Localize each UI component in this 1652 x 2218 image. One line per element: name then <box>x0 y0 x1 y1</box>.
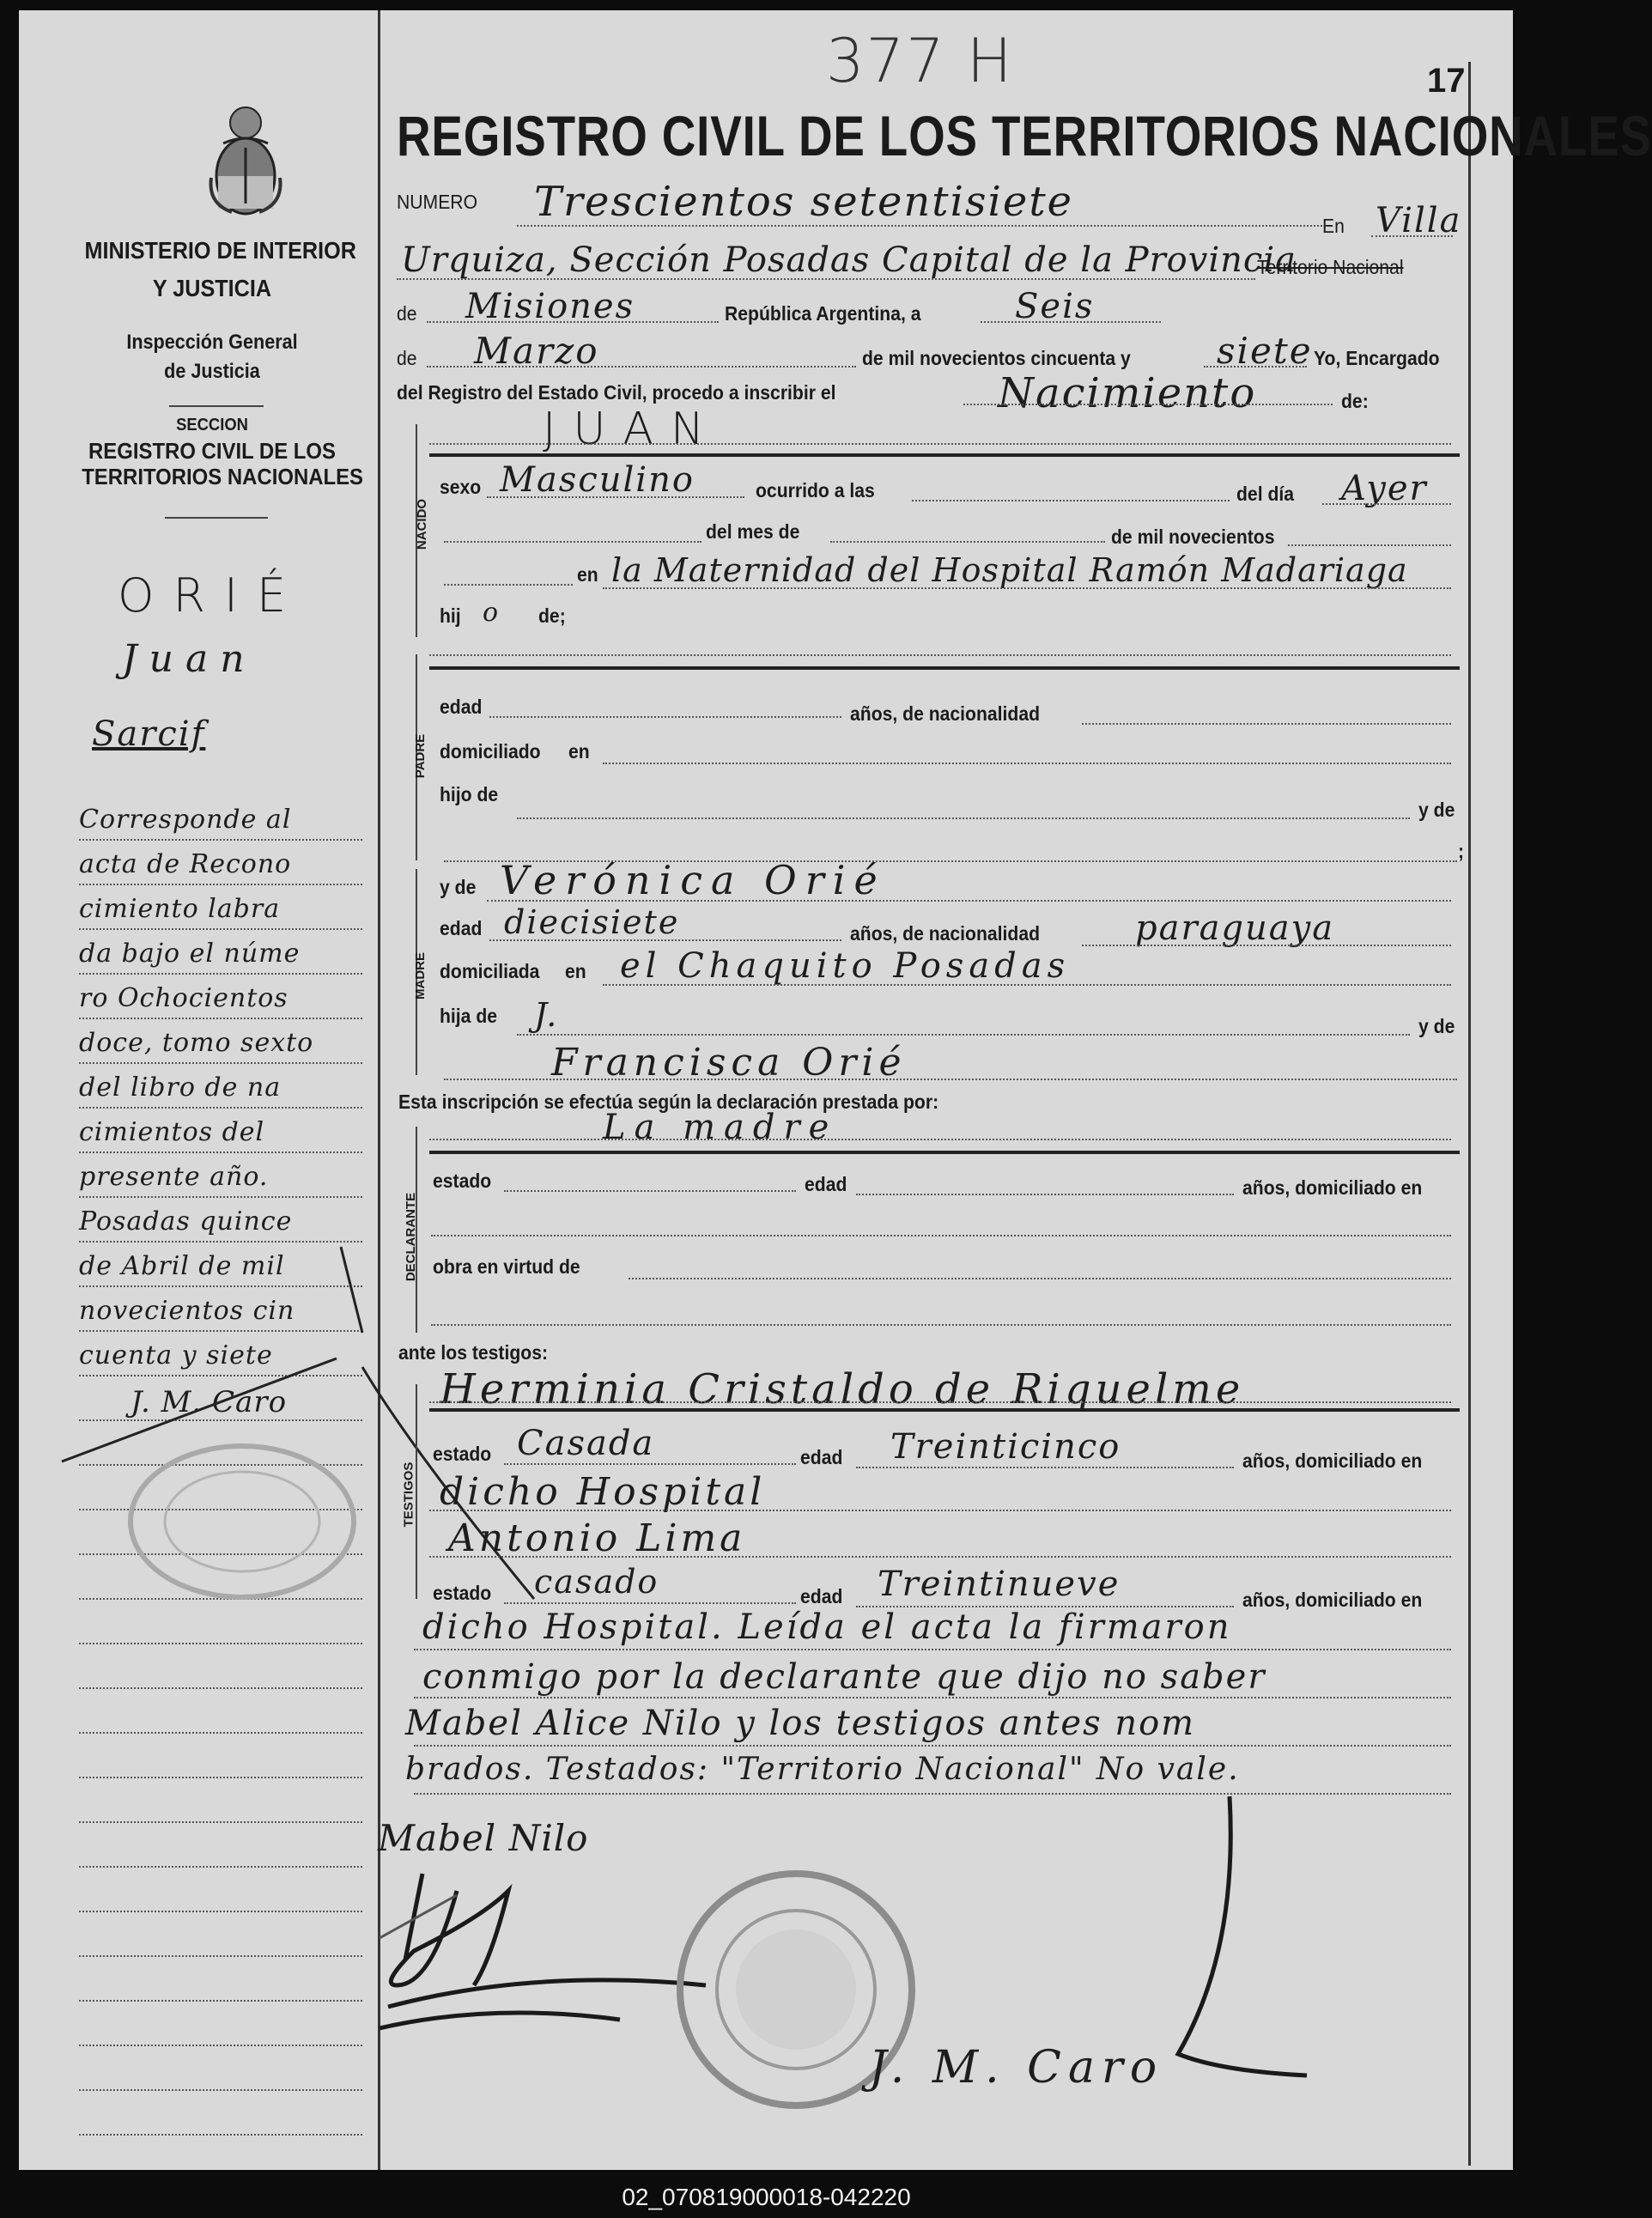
del-dia-label: del día <box>1236 483 1295 505</box>
nacido-de-label: de; <box>538 605 566 627</box>
stamp-number: 377 H <box>826 26 1014 96</box>
sidebar-rule-line <box>79 2134 362 2136</box>
del-mes-label: del mes de <box>706 520 800 543</box>
padre-anos-label: años, de nacionalidad <box>850 702 1041 725</box>
right-border <box>1468 62 1471 2166</box>
closing-line: Mabel Alice Nilo y los testigos antes nom <box>405 1704 1196 1743</box>
image-caption: 02_070819000018-042220 <box>622 2184 911 2210</box>
hija-de-label: hija de <box>440 1005 498 1027</box>
sidebar-rule-line <box>79 1643 362 1644</box>
mil-label: de mil novecientos <box>1111 526 1275 548</box>
domiciliada-label: domiciliada <box>440 960 540 982</box>
section-heading: SECCION REGISTRO CIVIL DE LOS TERRITORIOS NACIONALES <box>82 416 364 489</box>
sexo-value: Masculino <box>500 460 695 500</box>
sidebar-rule-line <box>79 2045 362 2046</box>
note-signature: J. M. Caro <box>131 1385 288 1419</box>
day-value: Seis <box>1015 287 1095 326</box>
witness2-anos-label: años, domiciliado en <box>1242 1589 1423 1611</box>
declarante-edad-label: edad <box>805 1173 847 1195</box>
note-line: cimientos del <box>79 1117 265 1147</box>
sidebar-rule-line <box>79 839 362 841</box>
page-number: 17 <box>1427 62 1466 100</box>
testigos-section-label: TESTIGOS <box>401 1461 416 1528</box>
sidebar-rule-line <box>79 1732 362 1734</box>
note-line: da bajo el núme <box>79 939 301 969</box>
sidebar-rule-line <box>79 1866 362 1868</box>
sidebar-rule-line <box>79 973 362 975</box>
declarante-section-label: DECLARANTE <box>404 1192 419 1282</box>
sidebar-rule-line <box>79 2089 362 2091</box>
note-line: Corresponde al <box>79 805 292 835</box>
padre-section-label: PADRE <box>413 733 428 779</box>
registro-label: del Registro del Estado Civil, procedo a inscribir el <box>397 381 836 404</box>
territorio-label: Territorio Nacional <box>1257 256 1404 278</box>
sidebar-rule-line <box>79 1062 362 1064</box>
sidebar-rule-line <box>79 884 362 885</box>
encargado-label: Yo, Encargado <box>1314 347 1440 369</box>
act-type-value: Nacimiento <box>998 369 1257 417</box>
sidebar-note-title: Sarcif <box>92 714 206 754</box>
page-title: REGISTRO CIVIL DE LOS TERRITORIOS NACIONALES <box>397 104 1652 167</box>
note-line: presente año. <box>79 1162 269 1192</box>
ministry-heading: MINISTERIO DE INTERIOR Y JUSTICIA <box>84 237 356 301</box>
sexo-label: sexo <box>440 476 482 498</box>
note-line: novecientos cin <box>79 1296 295 1326</box>
note-line: ro Ochocientos <box>79 983 288 1013</box>
witness2-edad: Treintinueve <box>878 1565 1121 1604</box>
obra-label: obra en virtud de <box>433 1255 580 1278</box>
nacido-en-label: en <box>577 563 598 586</box>
sidebar-rule-line <box>79 1911 362 1912</box>
witness2-estado: casado <box>534 1563 659 1601</box>
closing-line: dicho Hospital. Leída el acta la firmaron <box>422 1607 1232 1647</box>
closing-line: brados. Testados: "Territorio Nacional" No vale. <box>405 1752 1240 1787</box>
hijo-label: hij <box>440 605 461 627</box>
sidebar-rule-line <box>79 1152 362 1153</box>
sidebar-given-name: Juan <box>122 637 257 681</box>
madre-nationality: paraguaya <box>1135 908 1335 948</box>
inspection-heading: Inspección General de Justicia <box>126 331 298 383</box>
note-line: acta de Recono <box>79 849 292 879</box>
hija-de-value: J. <box>534 996 559 1034</box>
en-label: En <box>1322 215 1345 237</box>
madre-name: Verónica Orié <box>500 857 886 903</box>
witness2-name: Antonio Lima <box>448 1516 746 1560</box>
coat-of-arms-icon <box>206 100 285 216</box>
note-line: cuenta y siete <box>79 1340 273 1370</box>
month-value: Marzo <box>474 330 599 372</box>
madre-edad-label: edad <box>440 917 483 939</box>
madre-anos-label: años, de nacionalidad <box>850 922 1041 945</box>
witness1-estado: Casada <box>517 1424 655 1463</box>
sidebar-rule-line <box>79 1821 362 1823</box>
madre-domicile: el Chaquito Posadas <box>620 946 1071 986</box>
witness-signature-scribble <box>362 1856 723 2045</box>
faded-stamp <box>122 1436 362 1607</box>
note-line: Posadas quince <box>79 1206 293 1237</box>
province-value: Misiones <box>465 287 635 326</box>
hijo-de-label: hijo de <box>440 783 499 805</box>
registrar-flourish <box>1169 1779 1324 2106</box>
sidebar-rule-line <box>79 2000 362 2002</box>
numero-value: Trescientos setentisiete <box>534 178 1074 226</box>
inscription-label: Esta inscripción se efectúa según la declaración prestada por: <box>398 1091 939 1113</box>
madre-mother-name: Francisca Orié <box>551 1041 907 1085</box>
year-label: de mil novecientos cincuenta y <box>862 347 1131 369</box>
location-line: Urquiza, Sección Posadas Capital de la Provincia <box>401 240 1297 280</box>
sidebar-rule-line <box>79 1018 362 1019</box>
dia-value: Ayer <box>1341 469 1428 508</box>
de2-label: de <box>397 347 417 369</box>
sidebar-divider <box>169 405 264 407</box>
sidebar-rule-line <box>79 1107 362 1109</box>
en-value: Villa <box>1376 201 1462 240</box>
registrar-signature: J. M. Caro <box>869 2042 1164 2093</box>
year-value: siete <box>1217 330 1313 372</box>
numero-label: NUMERO <box>397 191 478 213</box>
republica-label: República Argentina, a <box>725 302 921 325</box>
sidebar-surname: ORIÉ <box>118 568 306 623</box>
nacido-section-label: NACIDO <box>415 498 430 550</box>
sidebar-divider <box>165 517 268 519</box>
witness1-domicile: dicho Hospital <box>440 1470 766 1514</box>
madre-section-label: MADRE <box>413 952 428 1000</box>
witness1-name: Herminia Cristaldo de Riquelme <box>440 1365 1245 1413</box>
padre-semicolon: ; <box>1458 840 1465 862</box>
note-line: doce, tomo sexto <box>79 1028 314 1058</box>
witness2-edad-label: edad <box>800 1585 843 1607</box>
note-line: de Abril de mil <box>79 1251 285 1281</box>
declarante-estado-label: estado <box>433 1170 492 1192</box>
madre-y-de-label: y de <box>440 876 477 898</box>
witness1-estado-label: estado <box>433 1443 492 1465</box>
witness1-anos-label: años, domiciliado en <box>1242 1449 1423 1472</box>
nacido-name: JUAN <box>543 404 721 455</box>
hijo-value: o <box>483 598 501 628</box>
padre-domiciliado-label: domiciliado <box>440 740 541 763</box>
closing-line: conmigo por la declarante que dijo no saber <box>422 1657 1266 1697</box>
note-line: cimiento labra <box>79 894 281 924</box>
padre-en-label: en <box>568 740 590 763</box>
de3-label: de: <box>1341 390 1369 412</box>
signature-mabel-nilo: Mabel Nilo <box>378 1817 589 1859</box>
sidebar-rule-line <box>79 928 362 930</box>
declarant-value: La madre <box>603 1108 838 1147</box>
padre-y-de-label: y de <box>1418 799 1455 821</box>
sidebar-rule-line <box>79 1687 362 1689</box>
madre-edad-value: diecisiete <box>504 903 680 941</box>
witness2-estado-label: estado <box>433 1582 492 1604</box>
register-page <box>19 10 1652 2170</box>
sidebar-rule-line <box>79 1777 362 1778</box>
declarante-anos-label: años, domiciliado en <box>1242 1176 1423 1199</box>
de-label: de <box>397 302 417 325</box>
place-value: la Maternidad del Hospital Ramón Madariaga <box>611 551 1408 589</box>
madre-y-de2-label: y de <box>1418 1015 1455 1037</box>
witness1-edad-label: edad <box>800 1446 843 1468</box>
madre-en-label: en <box>565 960 586 982</box>
sidebar-rule-line <box>79 1955 362 1957</box>
ocurrido-label: ocurrido a las <box>756 479 875 501</box>
witness1-edad: Treinticinco <box>890 1427 1121 1467</box>
padre-edad-label: edad <box>440 696 483 718</box>
ante-testigos-label: ante los testigos: <box>398 1341 549 1364</box>
note-line: del libro de na <box>79 1073 282 1103</box>
sidebar-rule-line <box>79 1196 362 1198</box>
